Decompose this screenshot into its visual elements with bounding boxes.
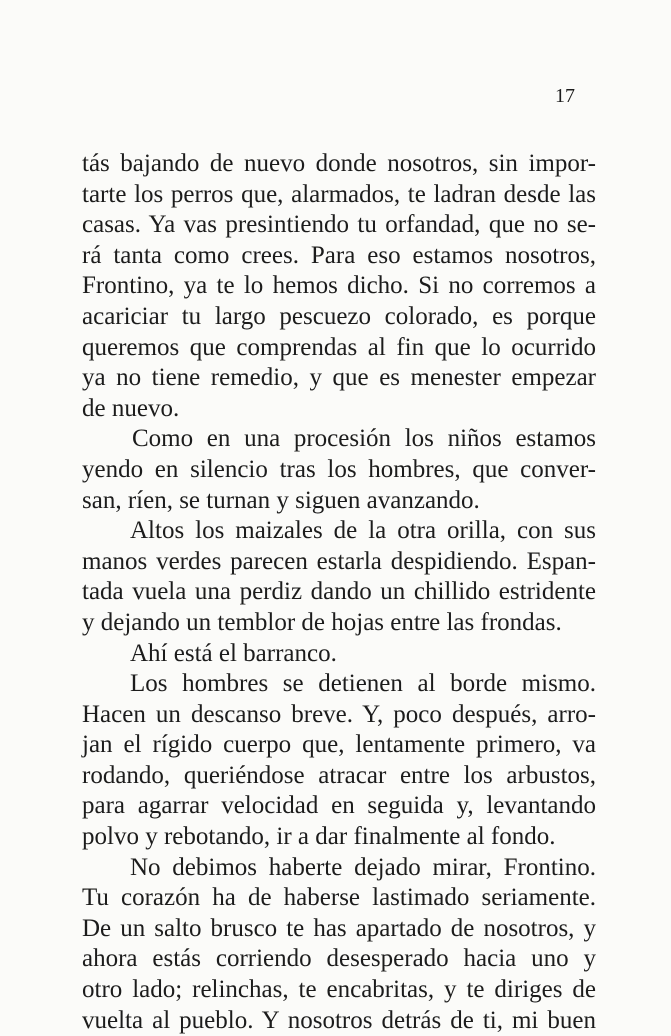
text-line: Hacen un descanso breve. Y, poco después, arro- <box>82 700 596 728</box>
text-line: tás bajando de nuevo donde nosotros, sin impor- <box>82 150 596 177</box>
text-line: yendo en silencio tras los hombres, que conver- <box>82 455 596 483</box>
text-line: jan el rígido cuerpo que, lentamente primero, va <box>82 731 596 759</box>
text-line: rá tanta como crees. Para eso estamos nosotros, <box>82 241 596 269</box>
text-line: ya no tiene remedio, y que es menester empezar <box>82 364 596 392</box>
text-line: ahora estás corriendo desesperado hacia uno y <box>82 945 596 973</box>
text-line: De un salto brusco te has apartado de nosotros, y <box>82 914 596 942</box>
text-line: polvo y rebotando, ir a dar finalmente al fondo. <box>82 823 556 851</box>
text-line: Como en una procesión los niños estamos <box>132 425 596 453</box>
text-line: de nuevo. <box>82 394 180 422</box>
text-line: No debimos haberte dejado mirar, Frontino. <box>130 853 596 881</box>
text-line: rodando, queriéndose atracar entre los arbustos, <box>82 761 596 789</box>
text-line: Ahí está el barranco. <box>130 639 337 667</box>
body-text <box>82 149 596 1036</box>
text-line: queremos que comprendas al fin que lo ocurrido <box>82 333 596 361</box>
text-line: tada vuela una perdiz dando un chillido estridente <box>82 578 596 606</box>
text-line: Frontino, ya te lo hemos dicho. Si no corremos a <box>82 272 596 300</box>
text-line: casas. Ya vas presintiendo tu orfandad, que no se- <box>82 211 596 239</box>
text-line: y dejando un temblor de hojas entre las frondas. <box>82 608 562 636</box>
text-line: para agarrar velocidad en seguida y, levantando <box>82 792 596 820</box>
text-line: san, ríen, se turnan y siguen avanzando. <box>82 486 480 514</box>
text-line: vuelta al pueblo. Y nosotros detrás de ti, mi buen <box>82 1006 596 1034</box>
page-number: 17 <box>555 85 575 107</box>
text-line: tarte los perros que, alarmados, te ladran desde las <box>82 180 596 208</box>
text-line: Los hombres se detienen al borde mismo. <box>130 670 596 698</box>
text-line: acariciar tu largo pescuezo colorado, es porque <box>82 302 596 330</box>
text-line: otro lado; relinchas, te encabritas, y te diriges de <box>82 976 596 1004</box>
text-line: manos verdes parecen estarla despidiendo. Espan- <box>82 547 596 575</box>
text-line: Altos los maizales de la otra orilla, con sus <box>130 517 596 545</box>
text-line: Tu corazón ha de haberse lastimado seriamente. <box>82 884 596 912</box>
